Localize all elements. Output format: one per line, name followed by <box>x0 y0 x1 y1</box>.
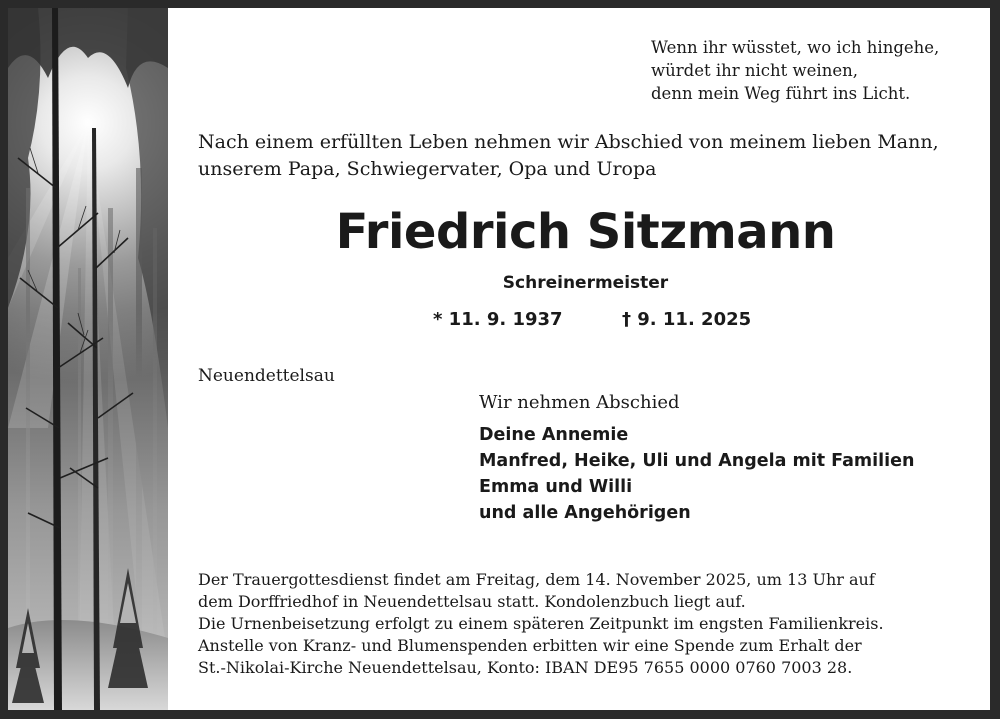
deceased-name: Friedrich Sitzmann <box>335 204 836 260</box>
poem-quote: Wenn ihr wüsstet, wo ich hingehe, würdet ihr nicht weinen, denn mein Weg führt ins Licht. <box>651 38 940 103</box>
mourner-entry: Manfred, Heike, Uli und Angela mit Familien <box>479 451 915 471</box>
mourner-entry: und alle Angehörigen <box>479 503 691 523</box>
service-notice <box>198 569 978 679</box>
notice-line: Die Urnenbeisetzung erfolgt zu einem späteren Zeitpunkt im engsten Familienkreis. <box>198 614 884 633</box>
mourner-entry: Deine Annemie <box>479 425 629 445</box>
obituary-text <box>198 8 973 710</box>
notice-line: Der Trauergottesdienst findet am Freitag, dem 14. November 2025, um 13 Uhr auf <box>198 570 875 589</box>
place-name: Neuendettelsau <box>198 366 335 386</box>
birth-date: * 11. 9. 1937 <box>433 309 563 330</box>
obituary-card <box>8 8 990 710</box>
notice-line: dem Dorffriedhof in Neuendettelsau statt. Kondolenzbuch liegt auf. <box>198 592 746 611</box>
forest-sunlight-image <box>8 8 168 710</box>
intro-text: Nach einem erfüllten Leben nehmen wir Abschied von meinem lieben Mann, unserem Papa, Schwiegervater, Opa und Uropa <box>198 131 939 180</box>
mourners-list <box>479 422 914 526</box>
death-date: † 9. 11. 2025 <box>622 309 752 330</box>
notice-line: St.-Nikolai-Kirche Neuendettelsau, Konto: IBAN DE95 7655 0000 0760 7003 28. <box>198 658 853 677</box>
deceased-title: Schreinermeister <box>502 273 669 293</box>
mourner-entry: Emma und Willi <box>479 477 633 497</box>
notice-line: Anstelle von Kranz- und Blumenspenden erbitten wir eine Spende zum Erhalt der <box>198 636 862 655</box>
farewell-line: Wir nehmen Abschied <box>479 392 680 413</box>
